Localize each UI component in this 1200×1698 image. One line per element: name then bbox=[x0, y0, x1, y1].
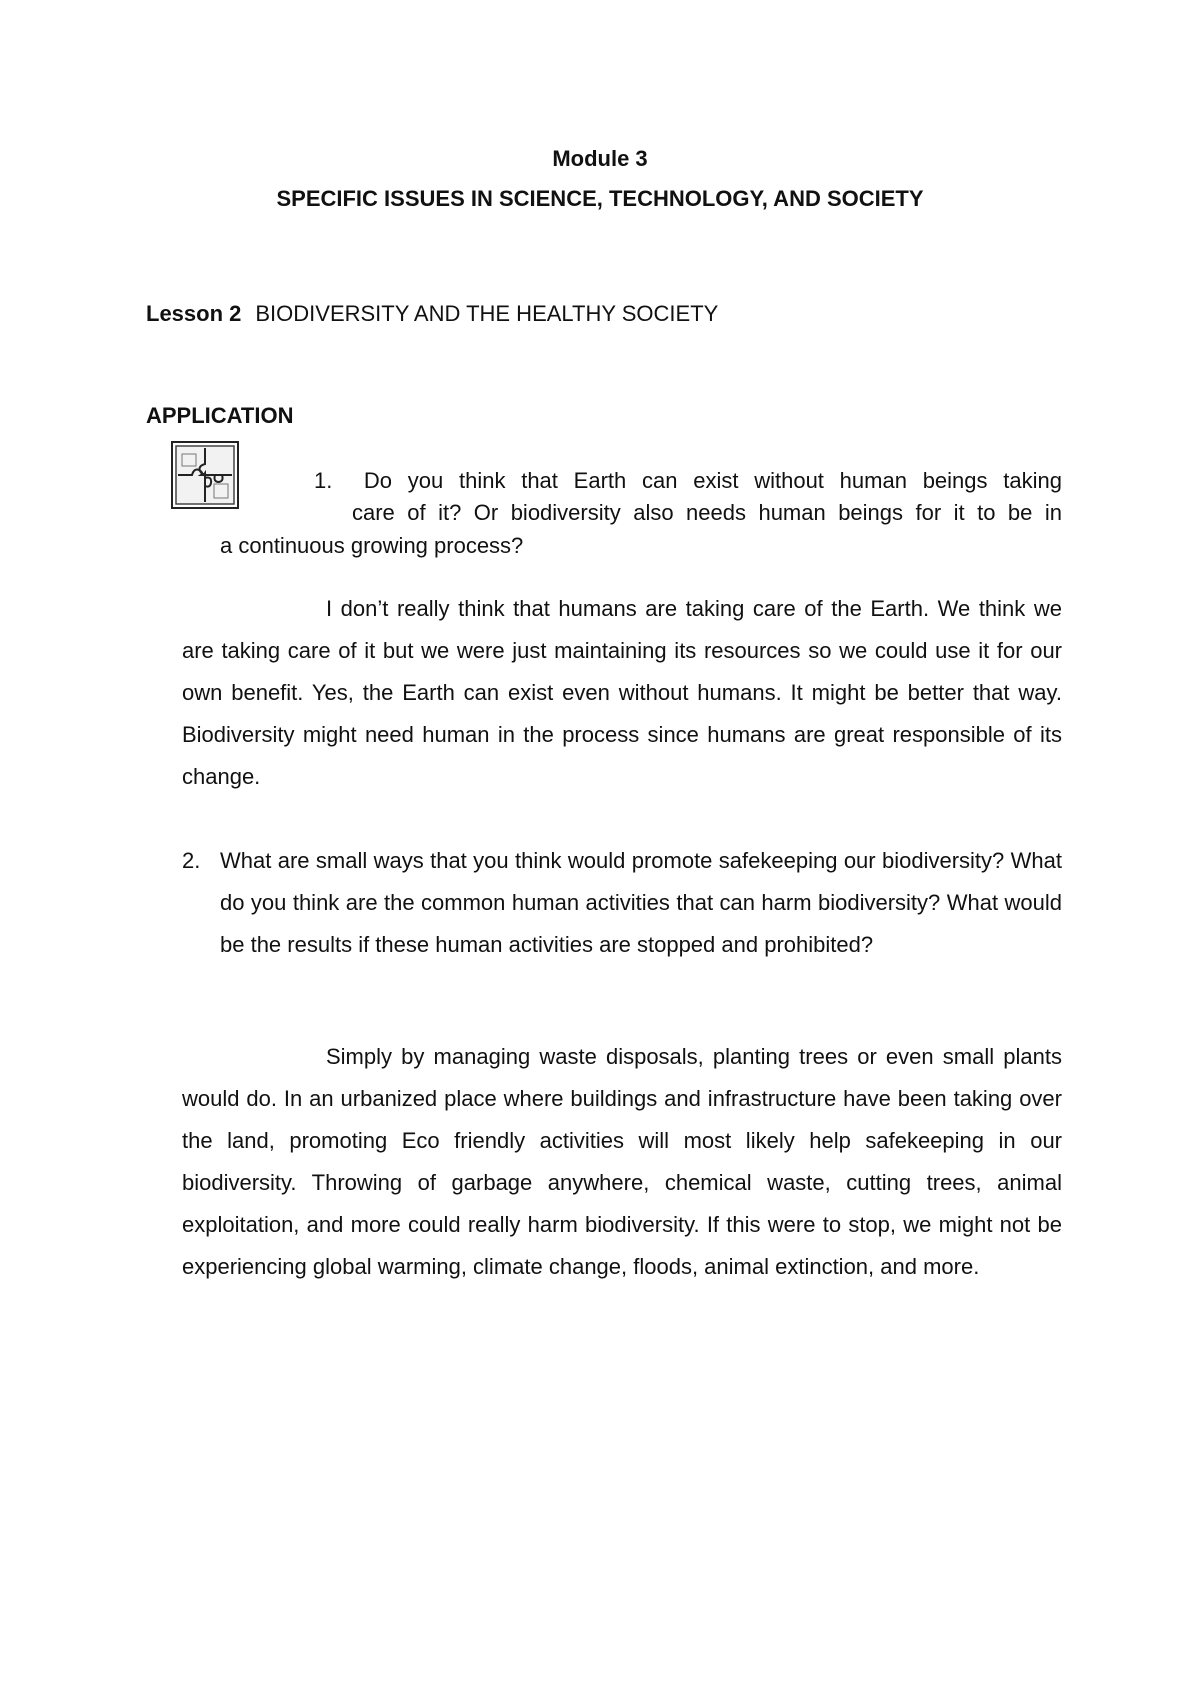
question-2-text: What are small ways that you think would promote safekeeping our biodiversity? What do you think are the common human activities that can harm biodiversity? What would be the results if these human activities are stopped and prohibited? bbox=[220, 848, 1062, 957]
section-title: APPLICATION bbox=[146, 403, 294, 428]
question-2 bbox=[182, 840, 1062, 966]
question-1-line-2: care of it? Or biodiversity also needs human beings for it to be in bbox=[352, 500, 1062, 525]
question-1-line-1 bbox=[314, 468, 1062, 494]
answer-2: Simply by managing waste disposals, planting trees or even small plants would do. In an urbanized place where buildings and infrastructure have been taking over the land, promoting Eco friendly activities will most likely help safekeeping in our biodiversity. Throwing of garbage anywhere, chemical waste, cutting trees, animal exploitation, and more could really harm biodiversity. If this were to stop, we might not be experiencing global warming, climate change, floods, animal extinction, and more. bbox=[182, 1044, 1062, 1279]
module-title: Module 3 bbox=[552, 146, 648, 171]
question-1-text-start: Do you think that Earth can exist without human beings taking bbox=[363, 468, 1062, 493]
lesson-title: BIODIVERSITY AND THE HEALTHY SOCIETY bbox=[255, 301, 719, 326]
lesson-heading bbox=[146, 301, 718, 327]
question-1-line-3: a continuous growing process? bbox=[220, 533, 524, 558]
puzzle-icon bbox=[170, 440, 240, 510]
lesson-label: Lesson 2 bbox=[146, 301, 242, 326]
question-1-number: 1. bbox=[314, 468, 333, 493]
module-subtitle: SPECIFIC ISSUES IN SCIENCE, TECHNOLOGY, AND SOCIETY bbox=[276, 186, 924, 211]
question-2-number: 2. bbox=[182, 848, 201, 873]
answer-1: I don’t really think that humans are taking care of the Earth. We think we are taking care of it but we were just maintaining its resources so we could use it for our own benefit. Yes, the Earth can exist even without humans. It might be better that way. Biodiversity might need human in the process since humans are great responsible of its change. bbox=[182, 596, 1062, 789]
